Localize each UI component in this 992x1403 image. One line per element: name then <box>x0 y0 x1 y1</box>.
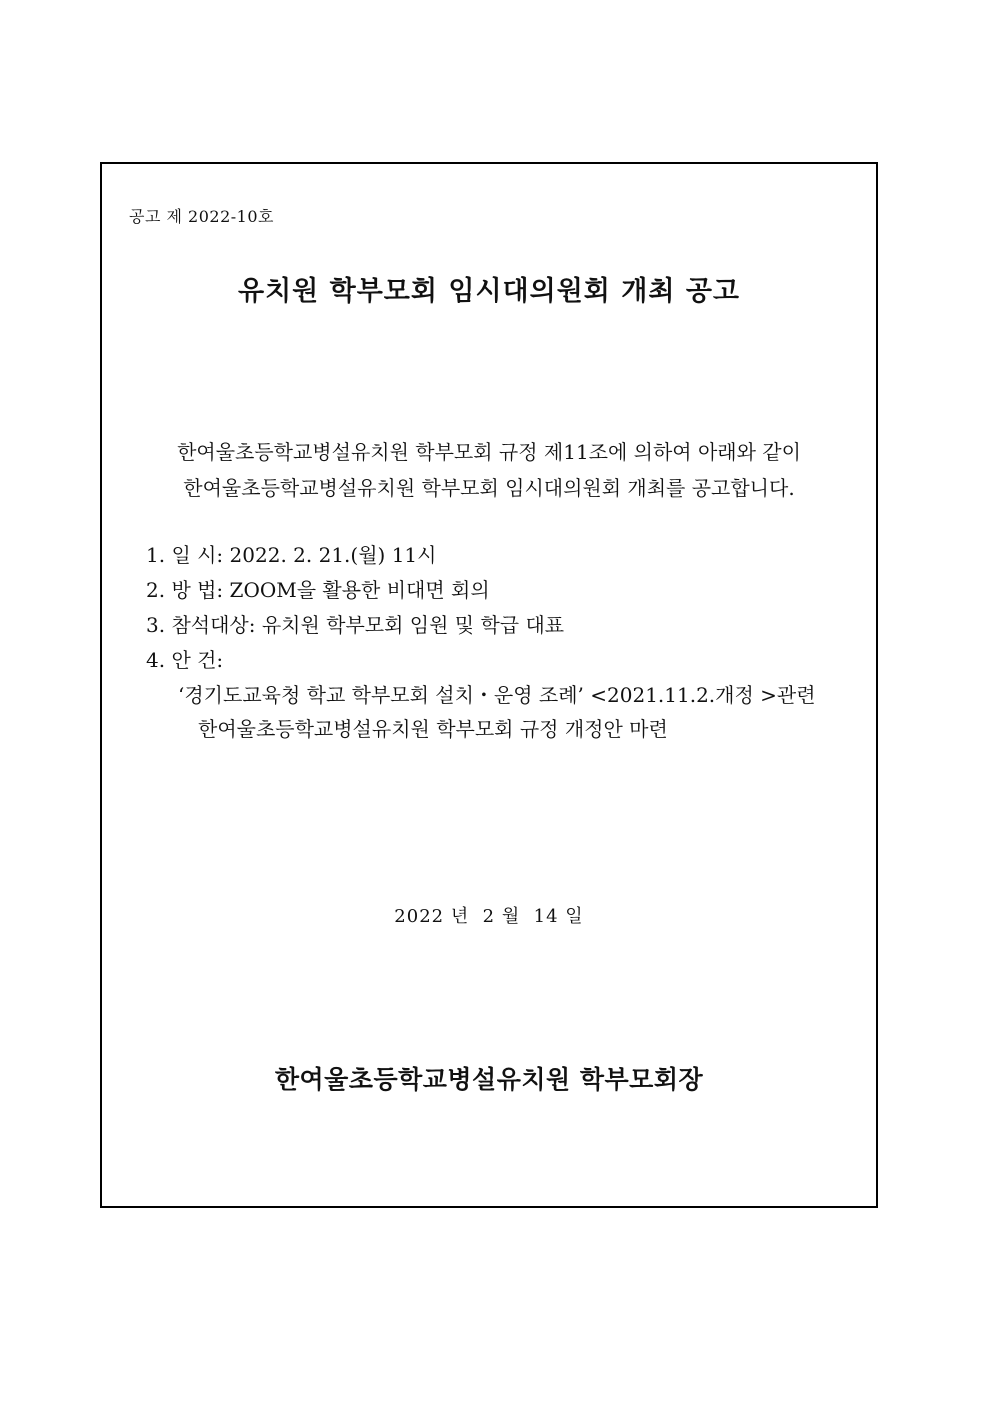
signature: 한여울초등학교병설유치원 학부모회장 <box>274 1065 704 1094</box>
notice-date: 2022 년 2 월 14 일 <box>394 906 584 927</box>
item-label: 2. 방 법: <box>146 578 224 602</box>
intro-line-1: 한여울초등학교병설유치원 학부모회 규정 제11조에 의하여 아래와 같이 <box>177 440 801 464</box>
agenda-line-2: 한여울초등학교병설유치원 학부모회 규정 개정안 마련 <box>198 717 668 741</box>
intro-line-2: 한여울초등학교병설유치원 학부모회 임시대의원회 개최를 공고합니다. <box>183 476 795 500</box>
item-label: 4. 안 건: <box>146 648 224 672</box>
list-item-agenda <box>146 643 564 678</box>
intro-paragraph <box>102 434 876 506</box>
details-list <box>146 538 564 678</box>
item-label: 1. 일 시: <box>146 543 224 567</box>
item-value: 유치원 학부모회 임원 및 학급 대표 <box>261 613 565 637</box>
item-value: 2022. 2. 21.(월) 11시 <box>229 543 437 567</box>
agenda-line-1: ‘경기도교육청 학교 학부모회 설치・운영 조례’ <2021.11.2.개정 >관련 <box>178 683 816 707</box>
notice-number: 공고 제 2022-10호 <box>129 207 274 226</box>
notice-frame <box>100 162 878 1208</box>
item-label: 3. 참석대상: <box>146 613 256 637</box>
item-value: ZOOM을 활용한 비대면 회의 <box>229 578 490 602</box>
list-item-datetime <box>146 538 564 573</box>
page-title: 유치원 학부모회 임시대의원회 개최 공고 <box>238 276 740 307</box>
list-item-method <box>146 573 564 608</box>
agenda-text <box>178 678 816 746</box>
list-item-attendees <box>146 608 564 643</box>
